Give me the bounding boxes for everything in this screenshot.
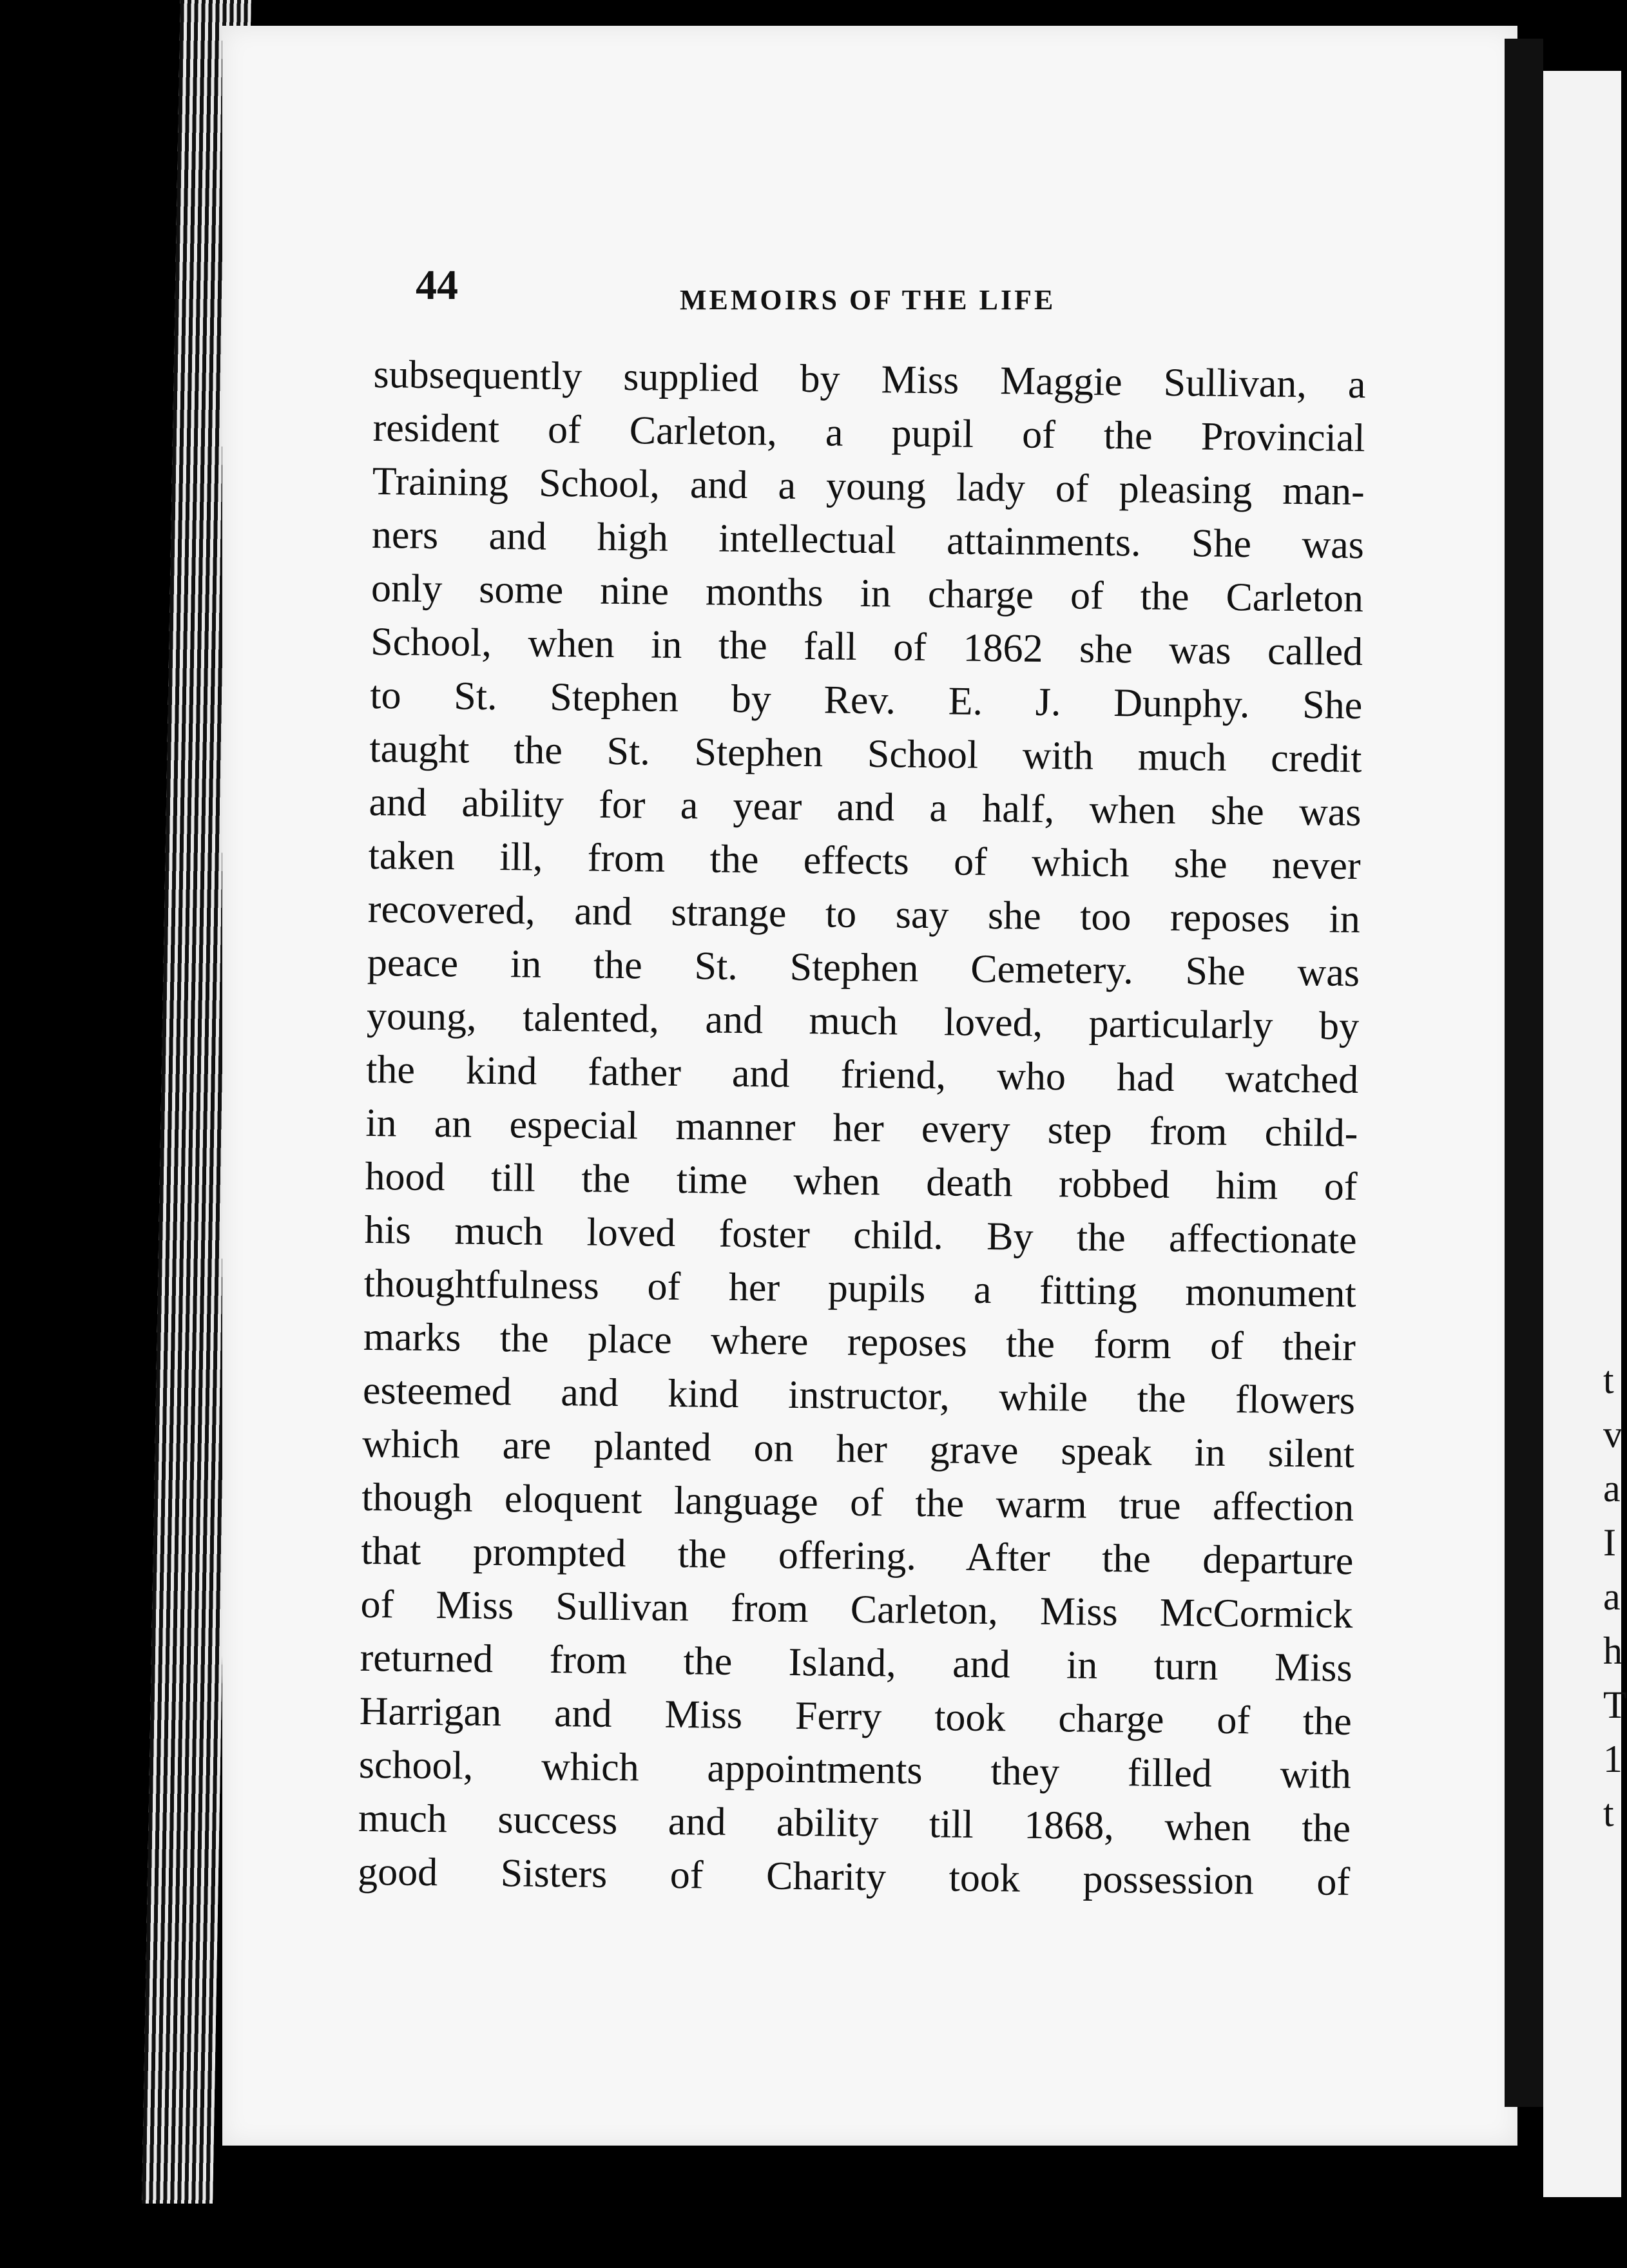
text-line: young, talented, and much loved, particularly by xyxy=(366,994,1360,1049)
text-line: Training School, and a young lady of pleasing man- xyxy=(372,459,1365,514)
page-number: 44 xyxy=(416,262,458,309)
text-line: good Sisters of Charity took possession of xyxy=(357,1849,1351,1904)
facing-letter: 1 xyxy=(1603,1738,1622,1780)
facing-letter: t xyxy=(1603,1359,1614,1401)
facing-letter: a xyxy=(1603,1467,1621,1510)
facing-letter: T xyxy=(1603,1684,1627,1726)
facing-page-text xyxy=(1603,1353,1627,1840)
text-line: though eloquent language of the warm true affection xyxy=(361,1475,1354,1530)
body-text xyxy=(358,348,1366,1909)
text-line: esteemed and kind instructor, while the flowers xyxy=(362,1368,1356,1423)
text-line: peace in the St. Stephen Cemetery. She was xyxy=(367,940,1360,995)
text-line: resident of Carleton, a pupil of the Provincial xyxy=(372,405,1365,461)
text-line: of Miss Sullivan from Carleton, Miss McCormick xyxy=(360,1582,1353,1637)
facing-letter: v xyxy=(1603,1413,1622,1456)
text-line: ners and high intellectual attainments. She was xyxy=(371,512,1365,568)
text-line: marks the place where reposes the form of their xyxy=(363,1314,1356,1370)
text-line: and ability for a year and a half, when she was xyxy=(369,780,1362,835)
facing-page xyxy=(1543,71,1627,2197)
text-line: returned from the Island, and in turn Miss xyxy=(360,1635,1353,1691)
text-line: the kind father and friend, who had watched xyxy=(365,1047,1359,1102)
text-line: thoughtfulness of her pupils a fitting monument xyxy=(363,1261,1357,1316)
text-line: taken ill, from the effects of which she never xyxy=(368,833,1362,889)
text-line: in an especial manner her every step from child- xyxy=(365,1100,1358,1156)
text-line: recovered, and strange to say she too reposes in xyxy=(367,887,1361,942)
text-line: his much loved foster child. By the affectionate xyxy=(364,1207,1357,1263)
facing-letter: I xyxy=(1603,1521,1616,1564)
book-gutter xyxy=(1505,39,1543,2107)
text-line: School, when in the fall of 1862 she was called xyxy=(370,619,1363,675)
text-line: only some nine months in charge of the Carleton xyxy=(371,566,1364,621)
text-line: much success and ability till 1868, when the xyxy=(358,1796,1351,1850)
facing-letter: h xyxy=(1603,1629,1622,1672)
text-line: school, which appointments they filled with xyxy=(358,1742,1352,1798)
running-title: MEMOIRS OF THE LIFE xyxy=(680,284,1056,316)
text-line: to St. Stephen by Rev. E. J. Dunphy. She xyxy=(369,673,1363,728)
facing-letter: a xyxy=(1603,1575,1621,1618)
text-line: Harrigan and Miss Ferry took charge of the xyxy=(359,1689,1353,1744)
text-line: taught the St. Stephen School with much credit xyxy=(369,726,1362,782)
facing-letter: t xyxy=(1603,1792,1614,1834)
text-line: which are planted on her grave speak in silent xyxy=(361,1421,1355,1477)
text-line: subsequently supplied by Miss Maggie Sullivan, a xyxy=(373,352,1366,407)
text-line: that prompted the offering. After the departure xyxy=(361,1528,1354,1584)
text-line: hood till the time when death robbed him of xyxy=(365,1154,1358,1209)
